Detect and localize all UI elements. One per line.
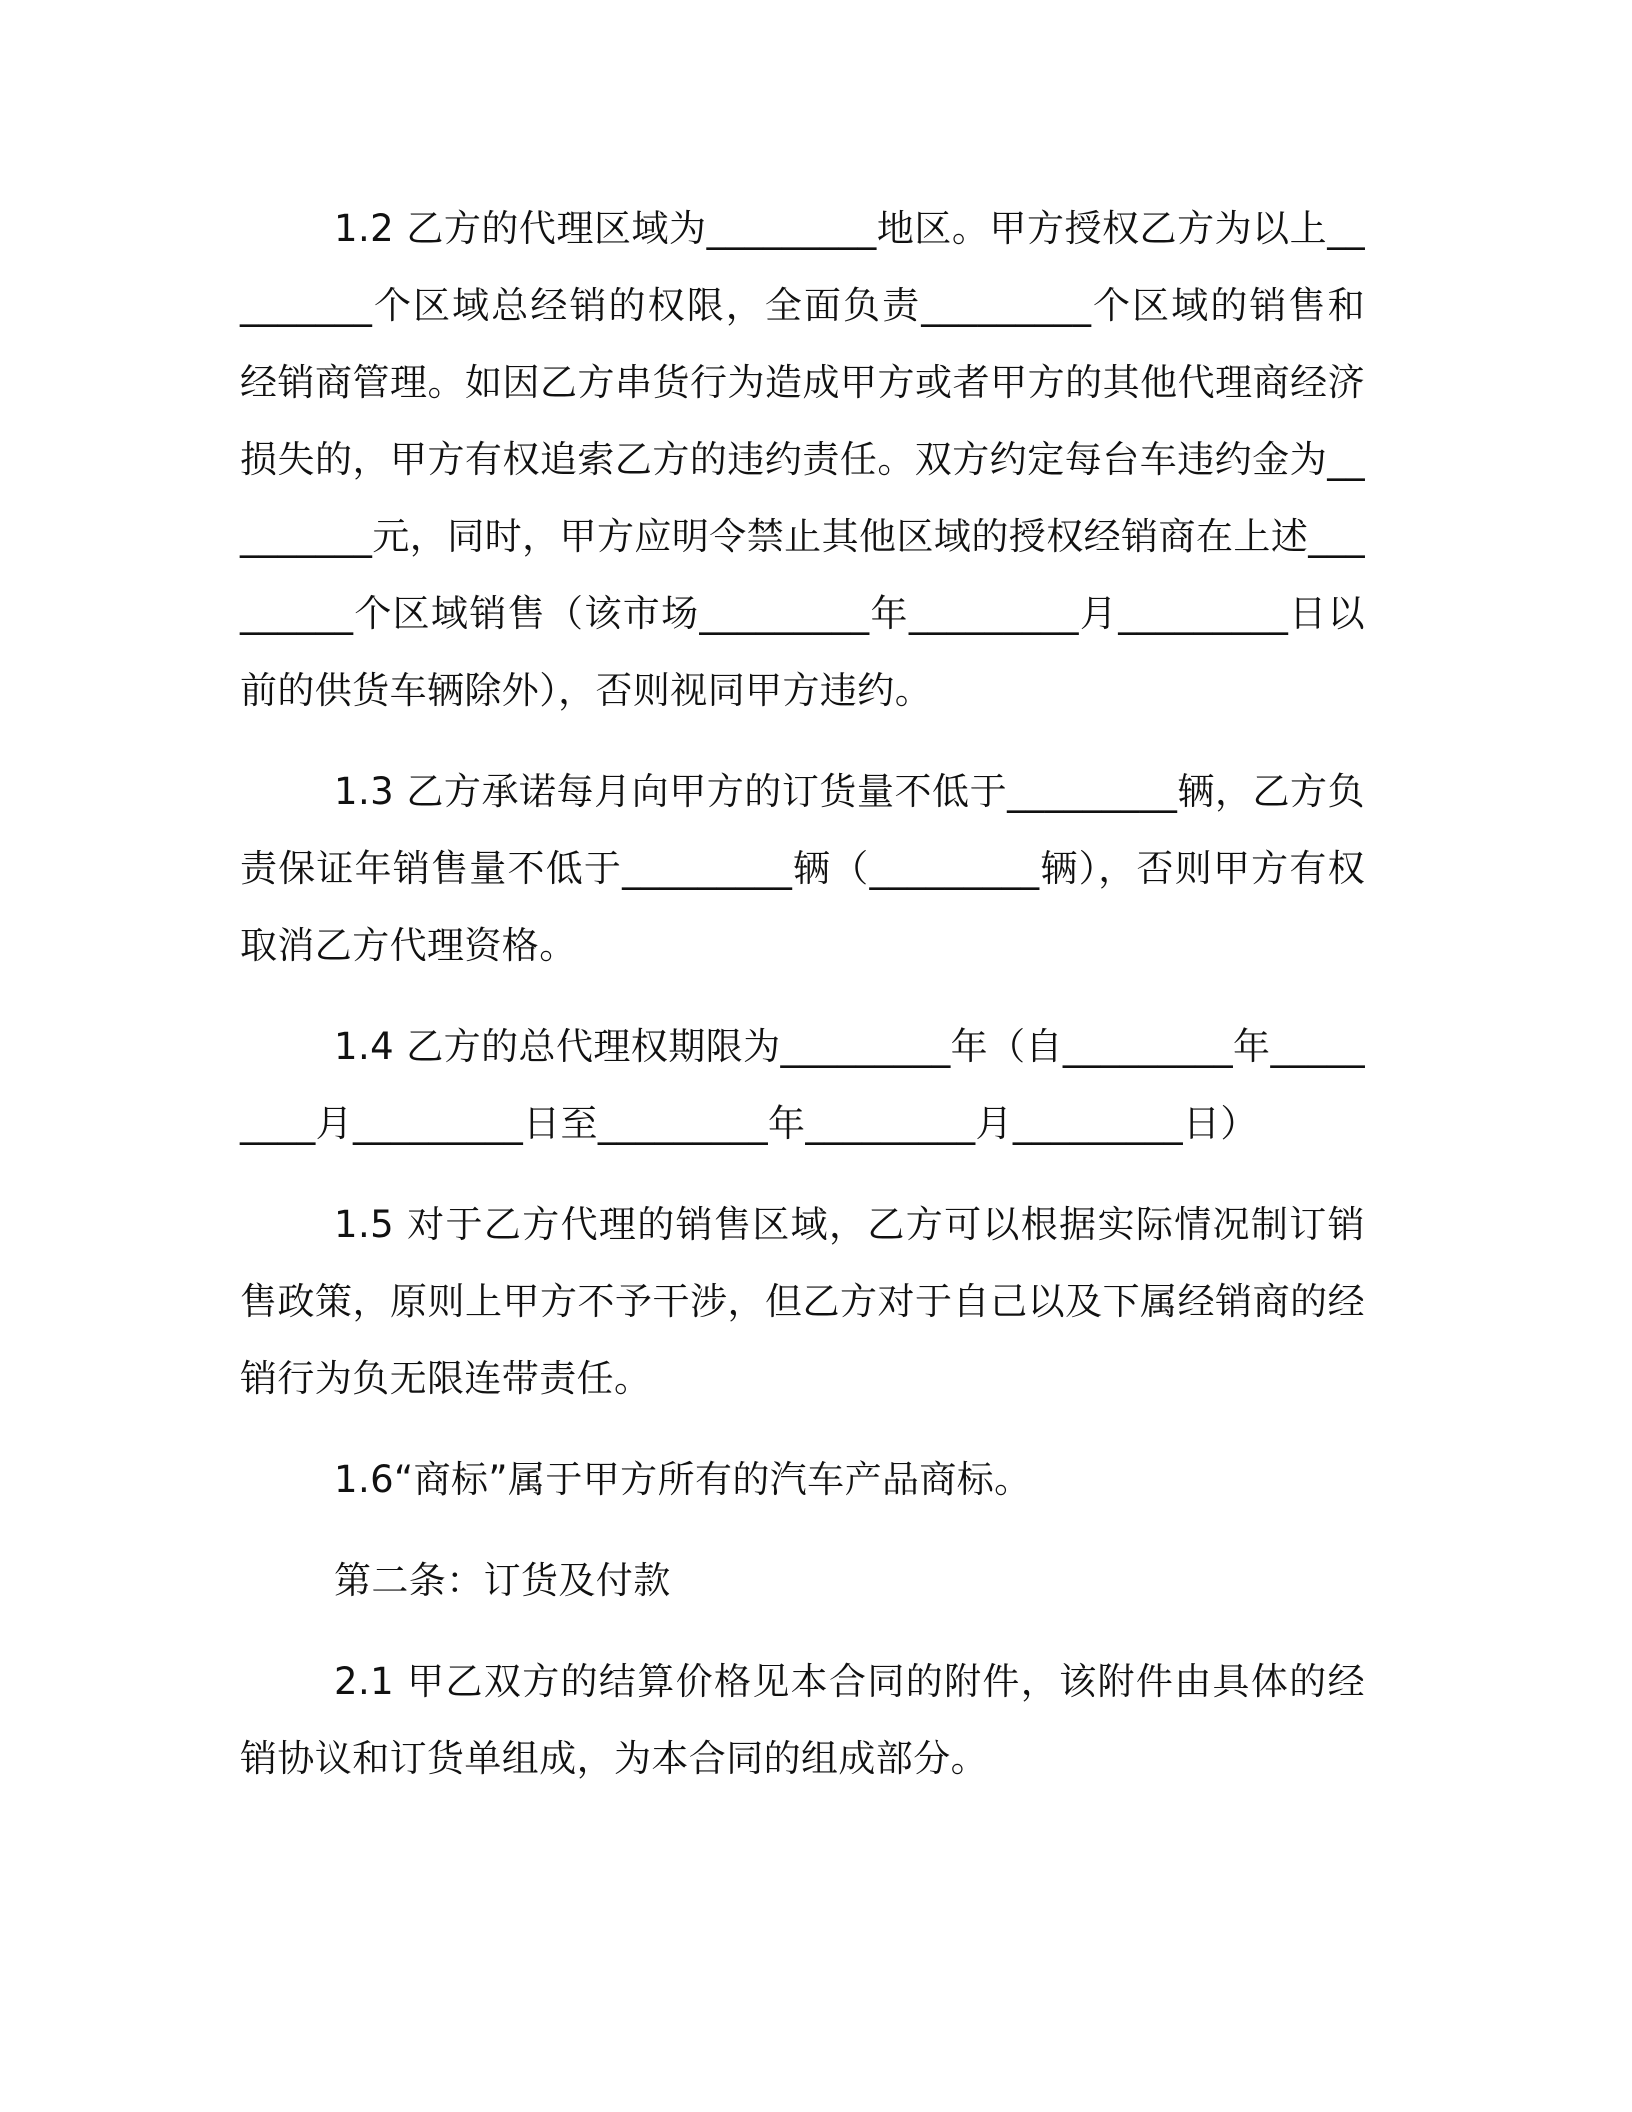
clause-1-5: 1.5 对于乙方代理的销售区域，乙方可以根据实际情况制订销售政策，原则上甲方不予干涉，但乙方对于自己以及下属经销商的经销行为负无限连带责任。: [240, 1203, 1365, 1400]
clause-1-6: 1.6“商标”属于甲方所有的汽车产品商标。: [334, 1458, 1032, 1501]
clause-1-4: 1.4 乙方的总代理权期限为_________年（自_________年_________月_________日至_________年_________月_________日）: [240, 1025, 1365, 1145]
article-2-heading: 第二条：订货及付款: [334, 1559, 671, 1602]
clause-1-3: 1.3 乙方承诺每月向甲方的订货量不低于_________辆，乙方负责保证年销售量不低于_________辆（_________辆），否则甲方有权取消乙方代理资格。: [240, 770, 1365, 967]
document-body: [240, 190, 1365, 1797]
clause-2-1: 2.1 甲乙双方的结算价格见本合同的附件，该附件由具体的经销协议和订货单组成，为本合同的组成部分。: [240, 1660, 1365, 1780]
clause-1-2: 1.2 乙方的代理区域为_________地区。甲方授权乙方为以上_________个区域总经销的权限，全面负责_________个区域的销售和经销商管理。如因乙方串货行为造成甲方或者甲方的其他代理商经济损失的，甲方有权追索乙方的违约责任。双方约定每台车违约金为_________元，同时，甲方应明令禁止其他区域的授权经销商在上述_________个区域销售（该市场_________年_________月_________日以前的供货车辆除外），否则视同甲方违约。: [240, 207, 1365, 712]
